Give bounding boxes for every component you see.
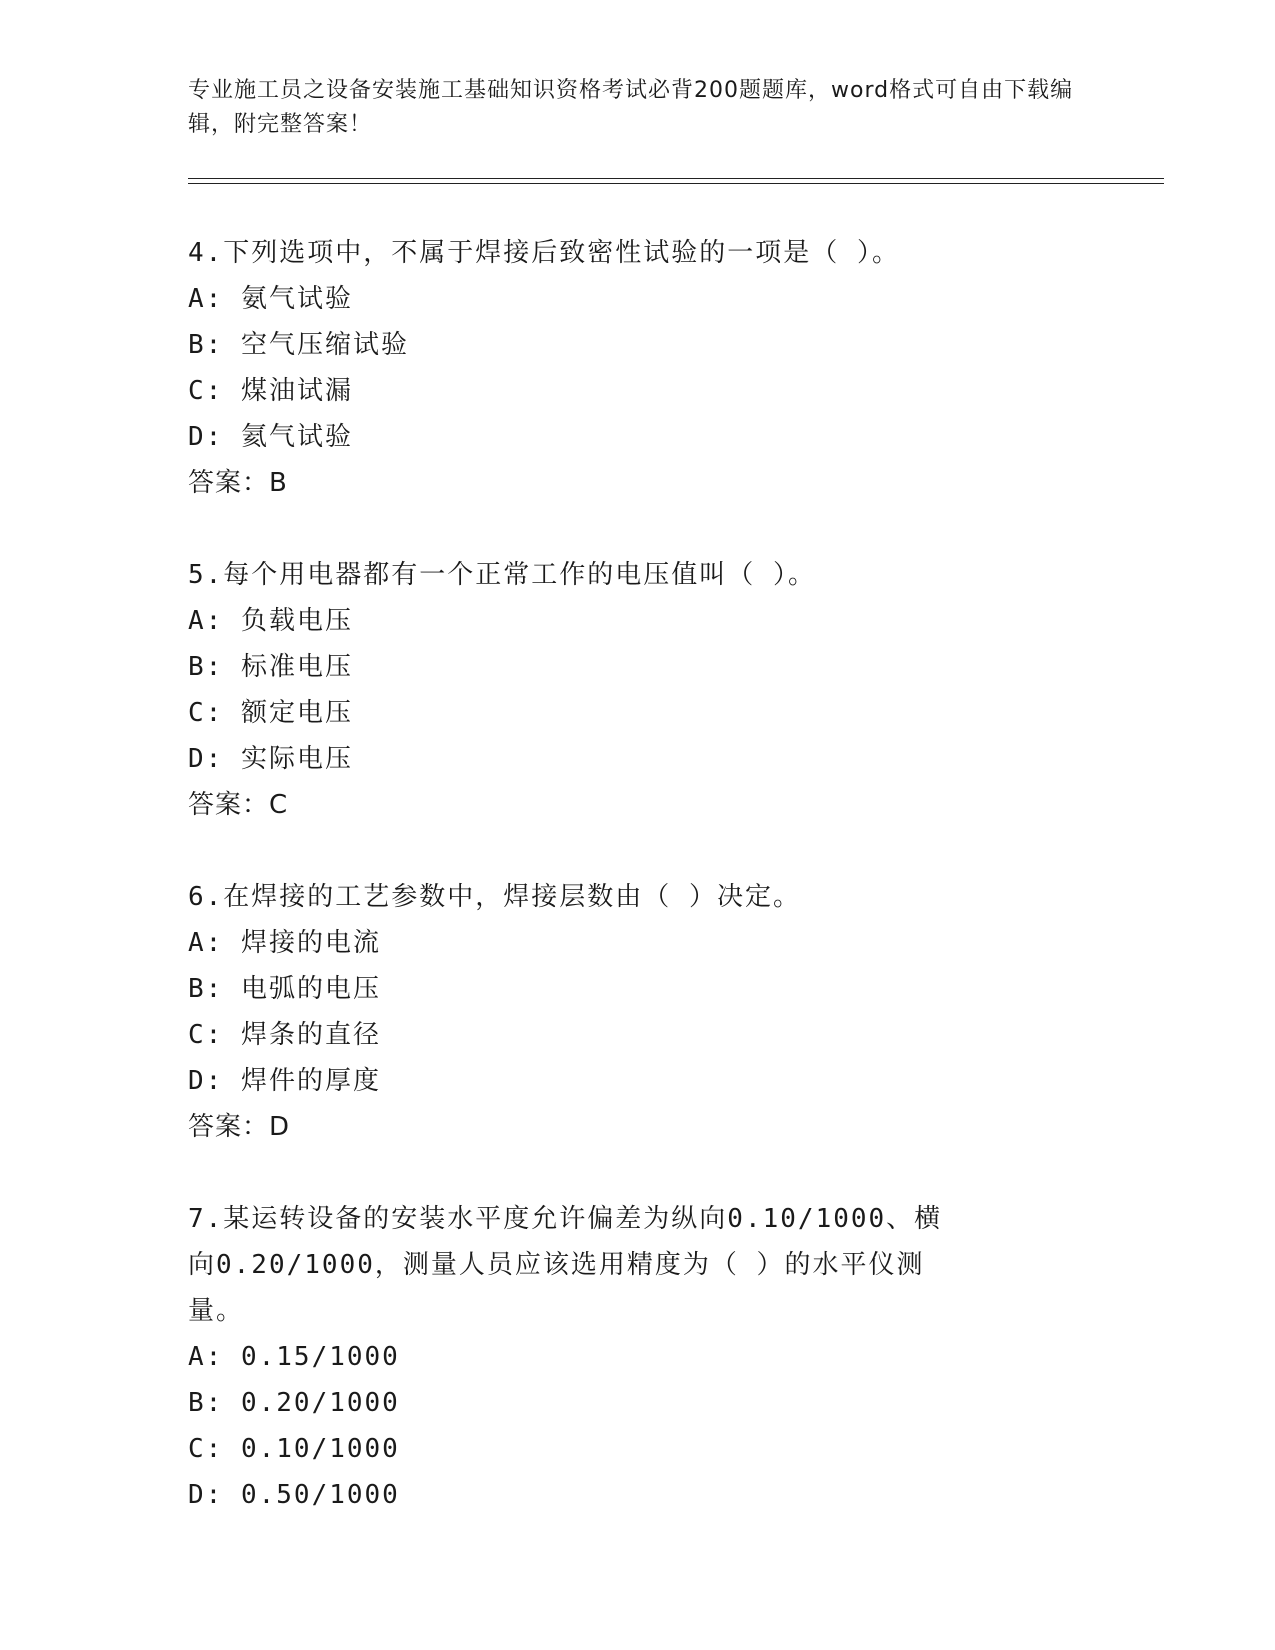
answer-label: 答案：D — [188, 1112, 291, 1142]
question-list — [188, 230, 1168, 1564]
question-stem: 6.在焊接的工艺参数中，焊接层数由（ ）决定。 — [188, 882, 801, 912]
option-d: D: 0.50/1000 — [188, 1480, 400, 1510]
option-d: D: 焊件的厚度 — [188, 1066, 381, 1096]
header-rule-bottom — [188, 183, 1164, 184]
question-6 — [188, 874, 1168, 1150]
header-rule-top — [188, 178, 1164, 179]
option-c: C: 煤油试漏 — [188, 376, 353, 406]
answer-label: 答案：B — [188, 468, 288, 498]
option-b: B: 标准电压 — [188, 652, 353, 682]
option-a: A: 0.15/1000 — [188, 1342, 400, 1372]
question-4 — [188, 230, 1168, 506]
option-a: A: 负载电压 — [188, 606, 353, 636]
option-c: C: 0.10/1000 — [188, 1434, 400, 1464]
option-b: B: 空气压缩试验 — [188, 330, 409, 360]
option-d: D: 氦气试验 — [188, 422, 353, 452]
option-b: B: 0.20/1000 — [188, 1388, 400, 1418]
option-c: C: 焊条的直径 — [188, 1020, 381, 1050]
option-a: A: 焊接的电流 — [188, 928, 381, 958]
option-b: B: 电弧的电压 — [188, 974, 381, 1004]
document-header: 专业施工员之设备安装施工基础知识资格考试必背200题题库，word格式可自由下载编辑，附完整答案！ — [188, 78, 1074, 137]
question-5 — [188, 552, 1168, 828]
answer-label: 答案：C — [188, 790, 289, 820]
question-stem: 5.每个用电器都有一个正常工作的电压值叫（ ）。 — [188, 560, 816, 590]
question-7 — [188, 1196, 1168, 1518]
question-stem: 7.某运转设备的安装水平度允许偏差为纵向0.10/1000、横向0.20/1000，测量人员应该选用精度为（ ）的水平仪测量。 — [188, 1204, 943, 1326]
question-stem: 4.下列选项中，不属于焊接后致密性试验的一项是（ ）。 — [188, 238, 900, 268]
option-d: D: 实际电压 — [188, 744, 353, 774]
option-c: C: 额定电压 — [188, 698, 353, 728]
option-a: A: 氨气试验 — [188, 284, 353, 314]
